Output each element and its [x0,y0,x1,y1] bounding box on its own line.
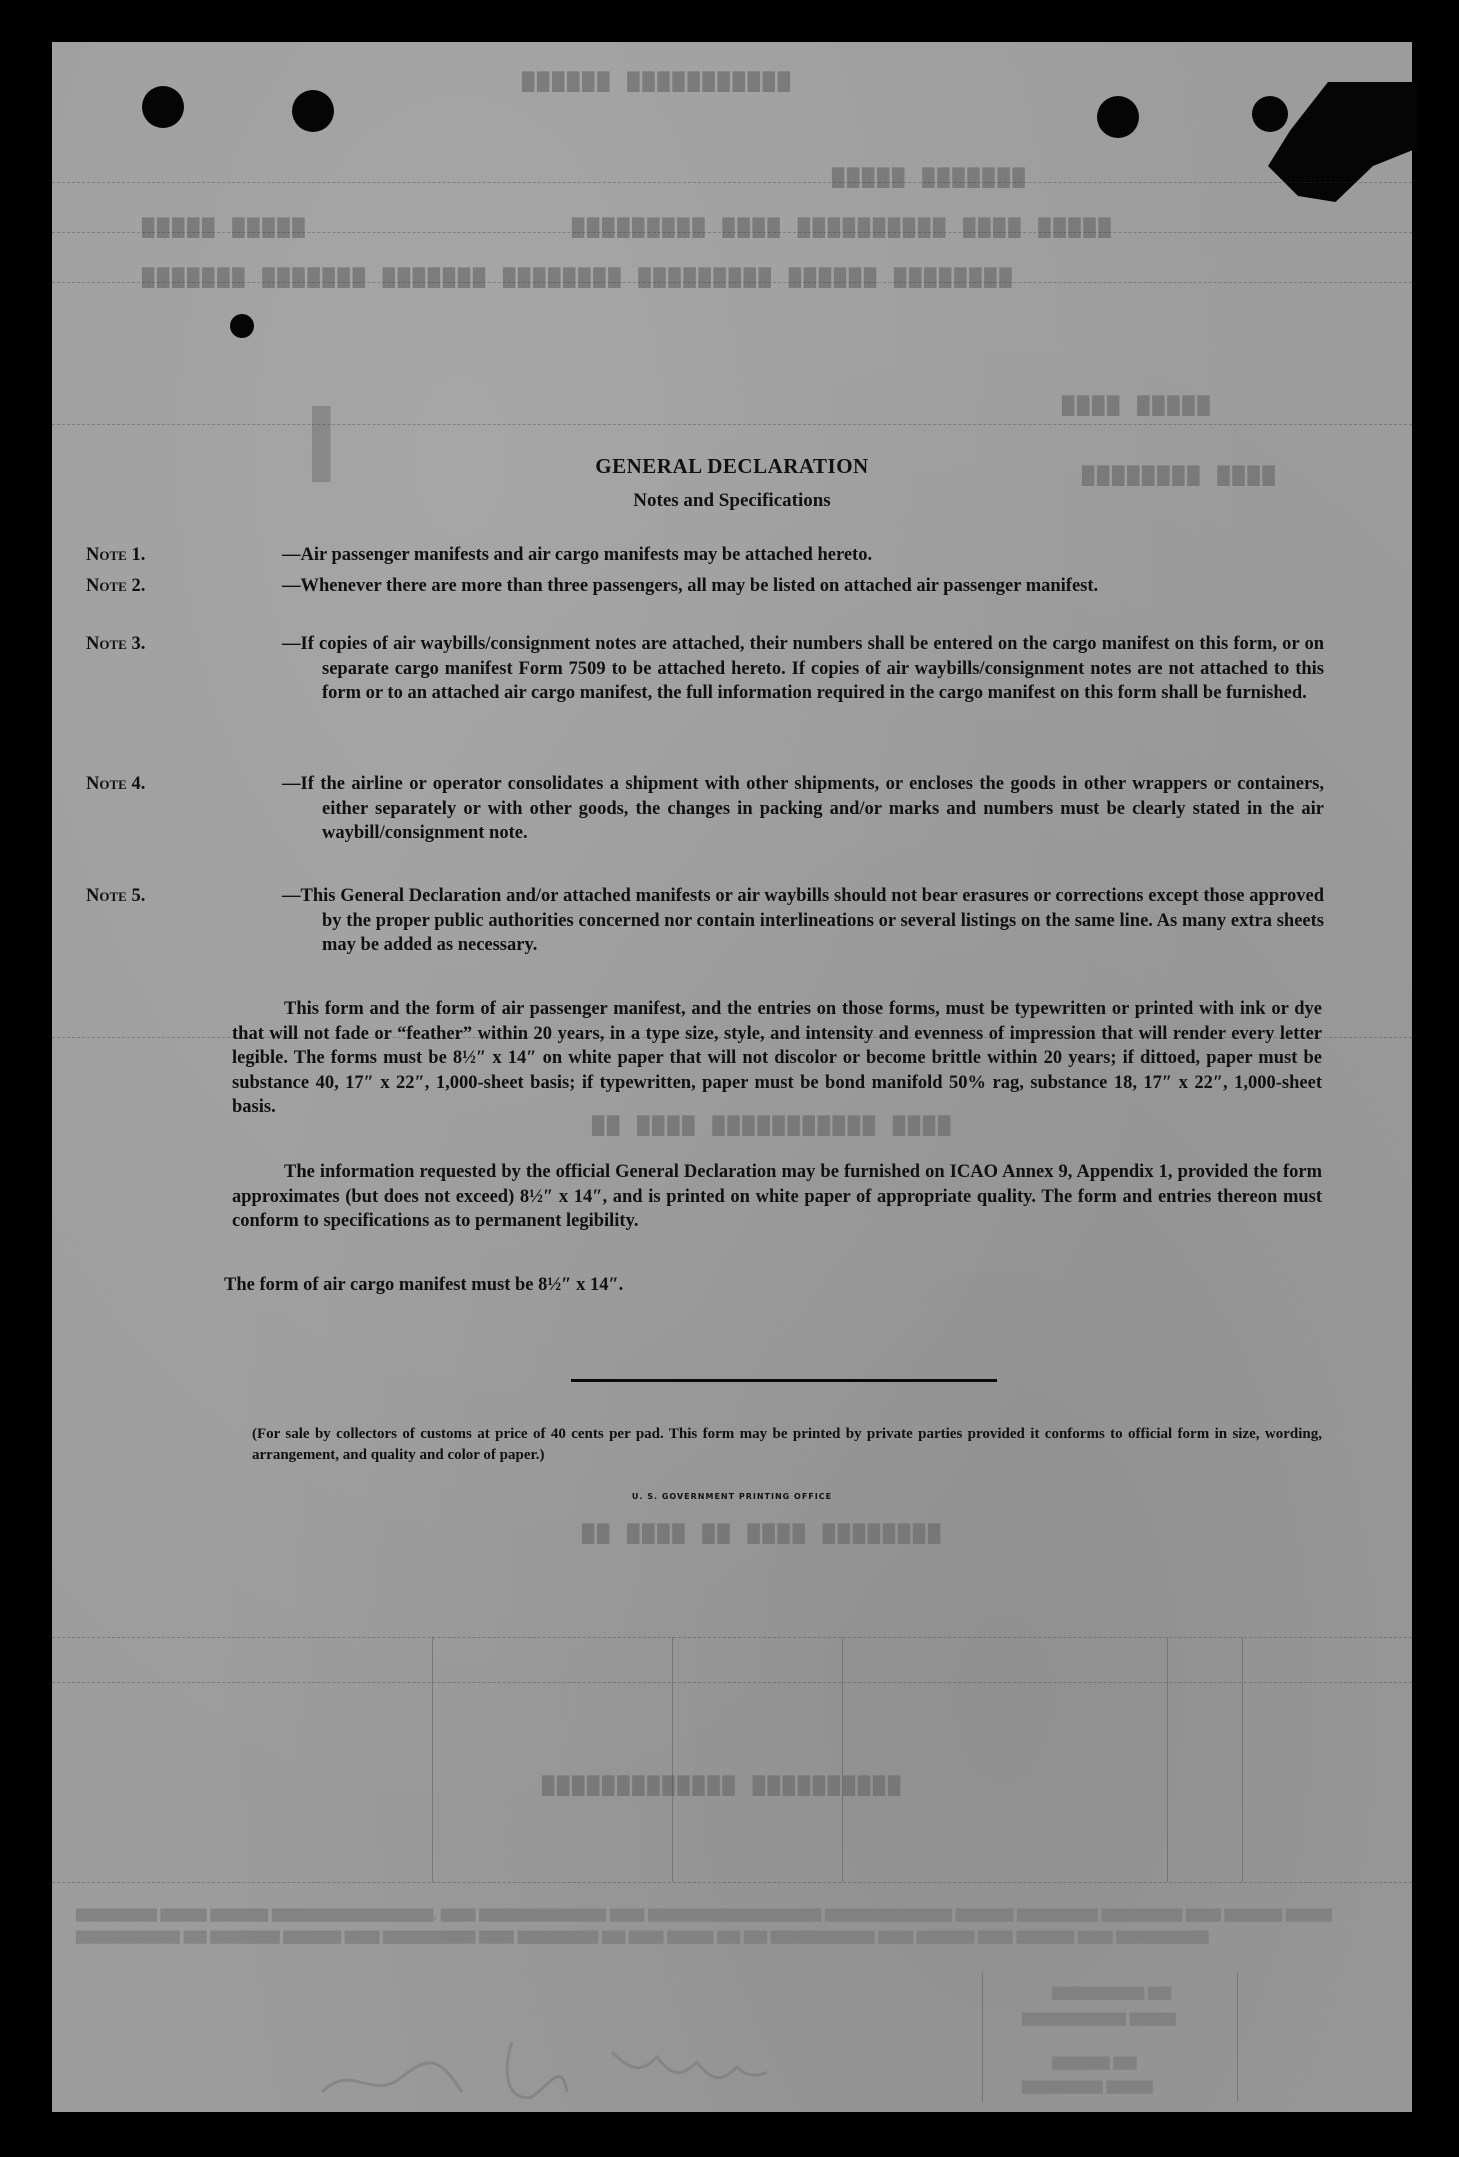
bleed-through-footer-1: ▆▆▆▆▆▆▆ ▆▆▆▆ ▆▆▆▆▆ ▆▆▆▆▆▆▆▆▆▆▆▆▆▆, ▆▆▆ ▆▆▆▆▆▆▆▆▆▆▆ ▆▆▆ ▆▆▆▆▆▆▆▆▆▆▆▆▆▆▆ ▆▆▆▆▆▆▆▆▆▆▆ ▆▆▆▆▆ ▆▆▆▆▆▆▆ ▆▆▆▆▆▆▆ ▆▆▆ ▆▆▆▆▆ ▆▆▆▆ [76,1906,1332,1922]
bleed-grid-line [672,1637,673,1882]
paragraph-cargo-manifest-size: The form of air cargo manifest must be 8½″ x 14″. [224,1275,624,1295]
bleed-through-mid: ▇▇ ▇▇▇▇ ▇▇▇▇▇▇▇▇▇▇▇ ▇▇▇▇ [592,1112,953,1136]
bleed-through-header: ▇▇▇▇▇▇ ▇▇▇▇▇▇▇▇▇▇▇ [522,68,793,92]
bleed-through-lower-2: ▇▇▇▇▇▇▇▇▇▇▇▇▇ ▇▇▇▇▇▇▇▇▇▇ [542,1772,903,1796]
faint-stamp: ▇▇▇▇▇▇▇ [310,406,331,482]
note-1 [86,543,1324,568]
note-2 [86,574,1324,599]
bleed-through-footer-5: ▆▆▆▆▆ ▆▆ [1052,2054,1137,2070]
punch-hole-left-inner [292,90,334,132]
note-label: Note 5. [86,886,146,906]
note-4 [86,772,1324,846]
bleed-rule [52,1682,1412,1683]
document-subtitle: Notes and Specifications [633,490,831,511]
bleed-through-row-4: ▇▇▇▇ ▇▇▇▇▇ [1062,392,1213,416]
bleed-through-row-2: ▇▇▇▇▇ ▇▇▇▇▇ [142,214,308,238]
paragraph-form-requirements: This form and the form of air passenger manifest, and the entries on those forms, must be typewritten or printed with ink or dye that will not fade or “feather” within 20 years, in a type size, style, and intensity and evenness of impression that will render every letter legible. The forms must be 8½″ x 14″ on white paper that will not discolor or become brittle within 20 years; if dittoed, paper must be substance 40, 17″ x 22″, 1,000-sheet basis; if typewritten, paper must be bond manifold 50% rag, substance 18, 17″ x 22″, 1,000-sheet basis. [232,999,1322,1117]
note-label: Note 2. [86,576,146,596]
bleed-through-row-3: ▇▇▇▇▇▇▇ ▇▇▇▇▇▇▇ ▇▇▇▇▇▇▇ ▇▇▇▇▇▇▇▇ ▇▇▇▇▇▇▇▇▇ ▇▇▇▇▇▇ ▇▇▇▇▇▇▇▇ [142,264,1015,288]
note-label: Note 1. [86,545,146,565]
bleed-through-footer-6: ▆▆▆▆▆▆▆ ▆▆▆▆ [1022,2078,1153,2094]
bleed-grid-line [842,1637,843,1882]
bleed-grid-line [1237,1972,1238,2102]
sale-notice: (For sale by collectors of customs at price of 40 cents per pad. This form may be printed by private parties provided it conforms to official form in size, wording, arrangement, and quality and color of paper.) [252,1426,1322,1463]
ink-blot [230,314,254,338]
bleed-through-lower-1: ▇▇ ▇▇▇▇ ▇▇ ▇▇▇▇ ▇▇▇▇▇▇▇▇ [582,1520,943,1544]
bleed-grid-line [1242,1637,1243,1882]
divider-rule [571,1379,997,1382]
torn-corner-damage [1268,82,1418,202]
note-text: —This General Declaration and/or attached manifests or air waybills should not bear erasures or corrections except those approved by the proper public authorities concerned nor contain interlineations or several listings on the same line. As many extra sheets may be added as necessary. [282,886,1324,955]
bleed-grid-line [982,1972,983,2102]
note-3 [86,632,1324,706]
bleed-grid-line [432,1637,433,1882]
note-text: —If the airline or operator consolidates a shipment with other shipments, or encloses the goods in other wrappers or containers, either separately or with other goods, the changes in packing and/or marks and numbers must be clearly stated in the air waybill/consignment note. [282,774,1324,843]
paragraph-icao-annex: The information requested by the official General Declaration may be furnished on ICAO Annex 9, Appendix 1, provided the form approximates (but does not exceed) 8½″ x 14″, and is printed on white paper of appropriate quality. The form and entries thereon must conform to specifications as to permanent legibility. [232,1162,1322,1231]
bleed-through-row-1: ▇▇▇▇▇ ▇▇▇▇▇▇▇ [832,164,1028,188]
printer-line: U. S. GOVERNMENT PRINTING OFFICE [631,1492,833,1501]
bleed-through-row-5: ▇▇▇▇▇▇▇▇ ▇▇▇▇ [1082,462,1278,486]
bleed-through-footer-4: ▆▆▆▆▆▆▆▆▆ ▆▆▆▆ [1022,2010,1176,2026]
note-text: —If copies of air waybills/consignment notes are attached, their numbers shall be entered on the cargo manifest on this form, or on separate cargo manifest Form 7509 to be attached hereto. If copies of air waybills/consignment notes are not attached to this form or to an attached air cargo manifest, the full information required in the cargo manifest on this form shall be furnished. [282,634,1324,703]
note-label: Note 4. [86,774,146,794]
bleed-rule [52,232,1412,233]
document-title: GENERAL DECLARATION [595,454,869,478]
document-page [52,42,1412,2112]
bleed-rule [52,424,1412,425]
signature-scribble [312,2022,772,2112]
bleed-rule [52,1637,1412,1638]
punch-hole-left [142,86,184,128]
bleed-grid-line [1167,1637,1168,1882]
note-text: —Whenever there are more than three passengers, all may be listed on attached air passenger manifest. [282,576,1099,596]
bleed-through-footer-2: ▆▆▆▆▆▆▆▆▆ ▆▆ ▆▆▆▆▆▆ ▆▆▆▆▆ ▆▆▆ ▆▆▆▆▆▆▆▆ ▆▆▆ ▆▆▆▆▆▆▆ ▆▆ ▆▆▆ ▆▆▆▆ ▆▆ ▆▆ ▆▆▆▆▆▆▆▆▆ ▆▆▆ ▆▆▆▆▆ ▆▆▆ ▆▆▆▆▆ ▆▆▆ ▆▆▆▆▆▆▆▆ [76,1928,1209,1944]
note-text: —Air passenger manifests and air cargo manifests may be attached hereto. [282,545,873,565]
bleed-through-row-2b: ▇▇▇▇▇▇▇▇▇ ▇▇▇▇ ▇▇▇▇▇▇▇▇▇▇ ▇▇▇▇ ▇▇▇▇▇ [572,214,1114,238]
note-5 [86,884,1324,958]
punch-hole-right-inner [1252,96,1288,132]
bleed-rule [52,1882,1412,1883]
bleed-rule [52,182,1412,183]
punch-hole-right [1097,96,1139,138]
note-label: Note 3. [86,634,146,654]
bleed-rule [52,282,1412,283]
bleed-through-footer-3: ▆▆▆▆▆▆▆▆ ▆▆ [1052,1984,1172,2000]
